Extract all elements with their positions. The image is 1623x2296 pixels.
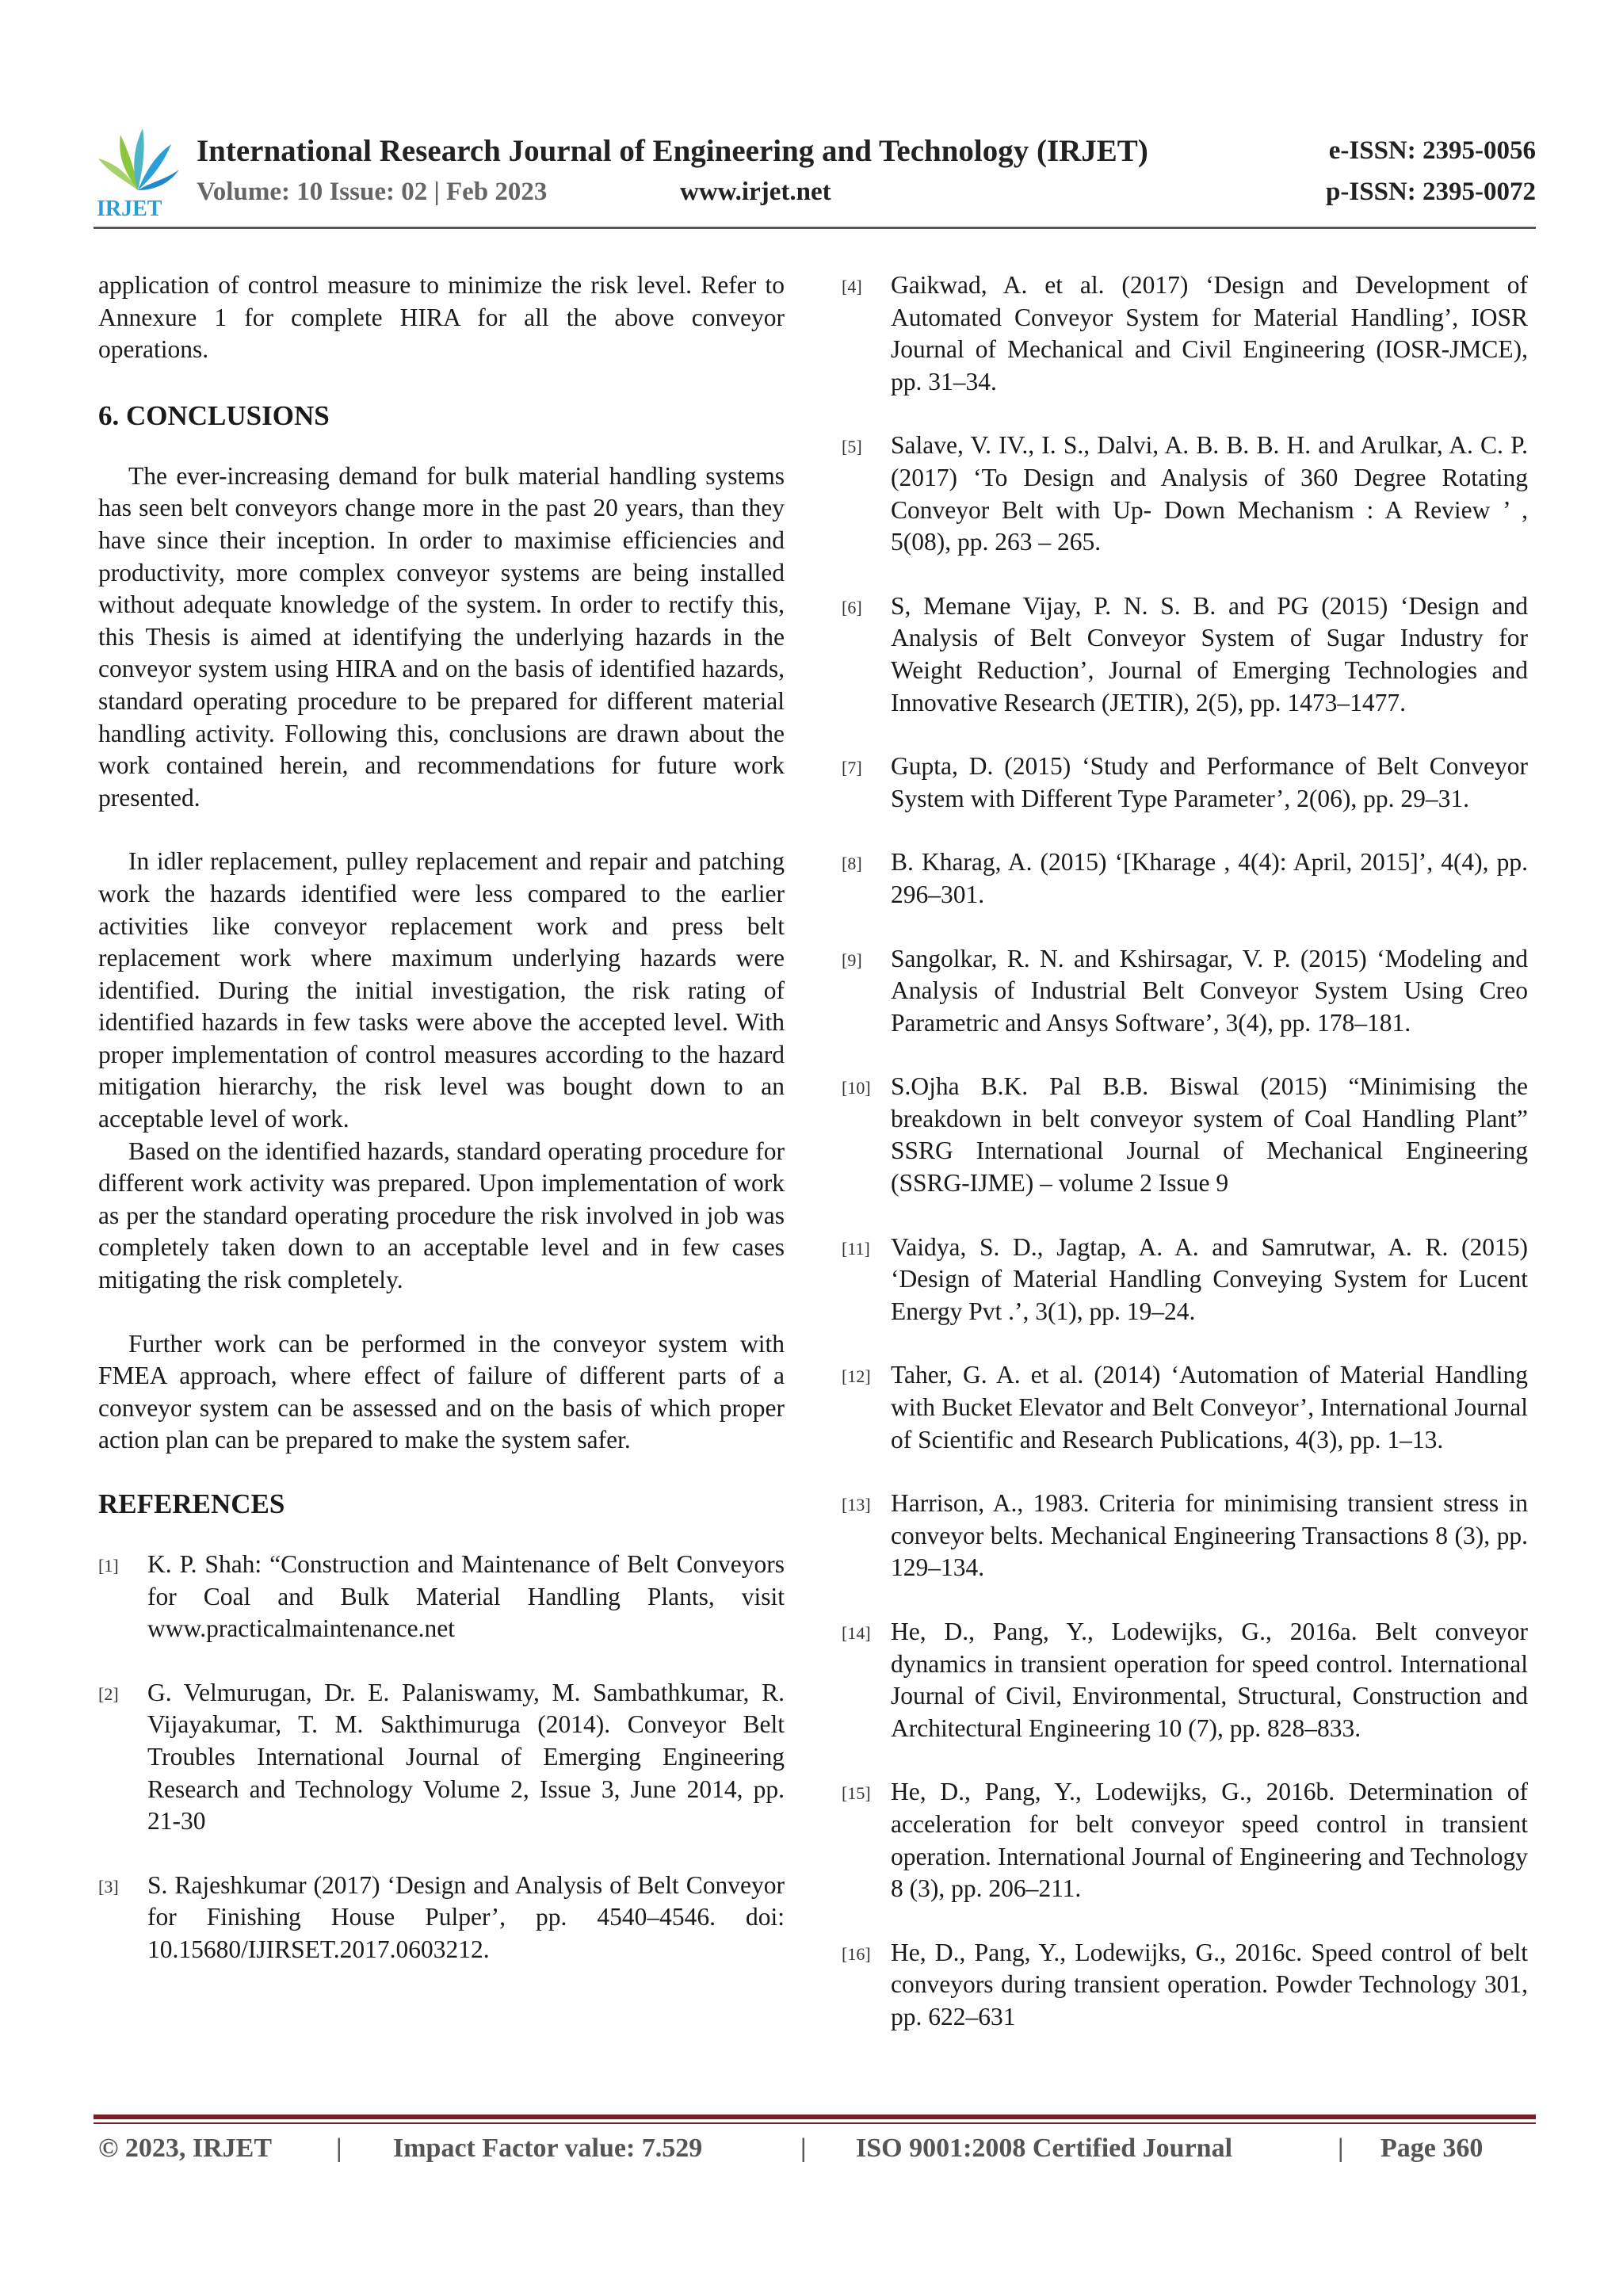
reference-text: G. Velmurugan, Dr. E. Palaniswamy, M. Sambathkumar, R. Vijayakumar, T. M. Sakthimuruga (2014). Conveyor Belt Troubles International Journal of Emerging Engineering Research and Technology Volume 2, Issue 3, June 2014, pp. 21-30 [147, 1678, 785, 1836]
reference-item [842, 1232, 1528, 1328]
page-header [94, 111, 1536, 230]
reference-item [842, 1776, 1528, 1904]
reference-text: Gupta, D. (2015) ‘Study and Performance of Belt Conveyor System with Different Type Parameter’, 2(06), pp. 29–31. [891, 752, 1528, 812]
reference-number: [1] [98, 1556, 119, 1576]
reference-text: He, D., Pang, Y., Lodewijks, G., 2016b. Determination of acceleration for belt conveyor speed control in transient operation. International Journal of Engineering and Technology 8 (3), pp. 206–211. [891, 1778, 1528, 1903]
reference-number: [10] [842, 1078, 871, 1098]
reference-number: [8] [842, 854, 862, 874]
reference-number: [4] [842, 277, 862, 296]
references-heading: REFERENCES [98, 1488, 285, 1519]
reference-number: [9] [842, 949, 862, 970]
reference-text: Taher, G. A. et al. (2014) ‘Automation of Material Handling with Bucket Elevator and Belt Conveyor’, International Journal of Scientific and Research Publications, 4(3), pp. 1–13. [891, 1361, 1528, 1454]
footer-copyright: © 2023, IRJET [98, 2134, 273, 2163]
footer-separator: | [336, 2134, 342, 2163]
reference-item [842, 846, 1528, 911]
reference-number: [7] [842, 758, 862, 778]
reference-item [842, 1488, 1528, 1584]
reference-text: Sangolkar, R. N. and Kshirsagar, V. P. (2015) ‘Modeling and Analysis of Industrial Belt Conveyor System Using Creo Parametric and Ansys Software’, 3(4), pp. 178–181. [891, 944, 1528, 1037]
reference-number: [13] [842, 1495, 871, 1515]
footer-iso: ISO 9001:2008 Certified Journal [856, 2134, 1233, 2163]
reference-text: B. Kharag, A. (2015) ‘[Kharage , 4(4): April, 2015]’, 4(4), pp. 296–301. [891, 848, 1528, 908]
footer-separator: | [800, 2134, 807, 2163]
reference-item [842, 1937, 1528, 2034]
svg-text:IRJET: IRJET [97, 197, 162, 220]
left-column [98, 269, 785, 1966]
irjet-logo [94, 117, 182, 220]
conclusion-paragraph-2: In idler replacement, pulley replacement and repair and patching work the hazards identified were less compared to the earlier activities like conveyor replacement work and press belt replacement work where maximum underlying hazards were identified. During the initial investigation, the risk rating of identified hazards in few tasks were above the accepted level. With proper implementation of control measures according to the hazard mitigation hierarchy, the risk level was bought down to an acceptable level of work. [98, 847, 785, 1133]
header-divider [94, 227, 1536, 229]
reference-item [842, 269, 1528, 398]
website-link[interactable]: www.irjet.net [680, 178, 831, 206]
reference-item [842, 1071, 1528, 1199]
journal-title: International Research Journal of Engineering and Technology (IRJET) [197, 134, 1148, 168]
reference-item [842, 590, 1528, 719]
reference-item [842, 1616, 1528, 1744]
reference-item [842, 751, 1528, 815]
reference-number: [6] [842, 597, 862, 617]
reference-item [842, 1359, 1528, 1456]
reference-text: S.Ojha B.K. Pal B.B. Biswal (2015) “Minimising the breakdown in belt conveyor system of Coal Handling Plant” SSRG International Journal of Mechanical Engineering (SSRG-IJME) – volume 2 Issue 9 [891, 1072, 1528, 1198]
conclusion-paragraph-3: Based on the identified hazards, standard operating procedure for different work activity was prepared. Upon implementation of work as per the standard operating procedure the risk involved in job was completely taken down to an acceptable level and in few cases mitigating the risk completely. [98, 1137, 785, 1294]
right-column [842, 269, 1528, 2034]
reference-number: [16] [842, 1943, 871, 1964]
intro-paragraph: application of control measure to minimize the risk level. Refer to Annexure 1 for complete HIRA for all the above conveyor operations. [98, 271, 785, 364]
reference-item [98, 1870, 785, 1966]
conclusions-heading: 6. CONCLUSIONS [98, 399, 330, 431]
reference-text: S. Rajeshkumar (2017) ‘Design and Analysis of Belt Conveyor for Finishing House Pulper’, pp. 4540–4546. doi: 10.15680/IJIRSET.2017.0603212. [147, 1870, 785, 1963]
footer-divider-thick [94, 2115, 1536, 2119]
reference-item [842, 430, 1528, 558]
reference-item [98, 1677, 785, 1838]
reference-text: Salave, V. IV., I. S., Dalvi, A. B. B. B. H. and Arulkar, A. C. P. (2017) ‘To Design and Analysis of 360 Degree Rotating Conveyor Belt with Up- Down Mechanism : A Review ’ , 5(08), pp. 263 – 265. [891, 431, 1528, 556]
reference-text: Vaidya, S. D., Jagtap, A. A. and Samrutwar, A. R. (2015) ‘Design of Material Handling Conveying System for Lucent Energy Pvt .’, 3(1), pp. 19–24. [891, 1232, 1528, 1325]
reference-text: Harrison, A., 1983. Criteria for minimising transient stress in conveyor belts. Mechanical Engineering Transactions 8 (3), pp. 129–134. [891, 1489, 1528, 1582]
reference-item [842, 943, 1528, 1040]
reference-text: K. P. Shah: “Construction and Maintenance of Belt Conveyors for Coal and Bulk Material Handling Plants, visit www.practicalmaintenance.net [147, 1550, 785, 1643]
footer-separator: | [1338, 2134, 1344, 2163]
reference-item [98, 1549, 785, 1645]
reference-number: [11] [842, 1238, 870, 1259]
p-issn: p-ISSN: 2395-0072 [1326, 178, 1536, 206]
reference-number: [12] [842, 1366, 871, 1387]
conclusion-paragraph-4: Further work can be performed in the conveyor system with FMEA approach, where effect of failure of different parts of a conveyor system can be assessed and on the basis of which proper action plan can be prepared to make the system safer. [98, 1329, 785, 1454]
volume-info: Volume: 10 Issue: 02 | Feb 2023 [197, 178, 548, 206]
footer-page-number: Page 360 [1381, 2134, 1484, 2163]
e-issn: e-ISSN: 2395-0056 [1328, 136, 1536, 165]
footer-divider-thin [94, 2122, 1536, 2124]
footer-impact-factor: Impact Factor value: 7.529 [393, 2134, 703, 2163]
reference-number: [3] [98, 1876, 119, 1897]
conclusion-paragraph-1: The ever-increasing demand for bulk material handling systems has seen belt conveyors change more in the past 20 years, than they have since their inception. In order to maximise efficiencies and productivity, more complex conveyor systems are being installed without adequate knowledge of the system. In order to rectify this, this Thesis is aimed at identifying the underlying hazards in the conveyor system using HIRA and on the basis of identified hazards, standard operating procedure to be prepared for different material handling activity. Following this, conclusions are drawn about the work contained herein, and recommendations for future work presented. [98, 461, 785, 812]
reference-text: Gaikwad, A. et al. (2017) ‘Design and Development of Automated Conveyor System for Material Handling’, IOSR Journal of Mechanical and Civil Engineering (IOSR-JMCE), pp. 31–34. [891, 271, 1528, 395]
reference-number: [5] [842, 437, 862, 457]
reference-number: [15] [842, 1783, 871, 1804]
reference-text: S, Memane Vijay, P. N. S. B. and PG (2015) ‘Design and Analysis of Belt Conveyor System of Sugar Industry for Weight Reduction’, Journal of Emerging Technologies and Innovative Research (JETIR), 2(5), pp. 1473–1477. [891, 591, 1528, 716]
reference-text: He, D., Pang, Y., Lodewijks, G., 2016a. Belt conveyor dynamics in transient operation for speed control. International Journal of Civil, Environmental, Structural, Construction and Architectural Engineering 10 (7), pp. 828–833. [891, 1618, 1528, 1742]
reference-text: He, D., Pang, Y., Lodewijks, G., 2016c. Speed control of belt conveyors during transient operation. Powder Technology 301, pp. 622–631 [891, 1938, 1528, 2030]
reference-number: [2] [98, 1683, 119, 1704]
reference-number: [14] [842, 1623, 871, 1643]
